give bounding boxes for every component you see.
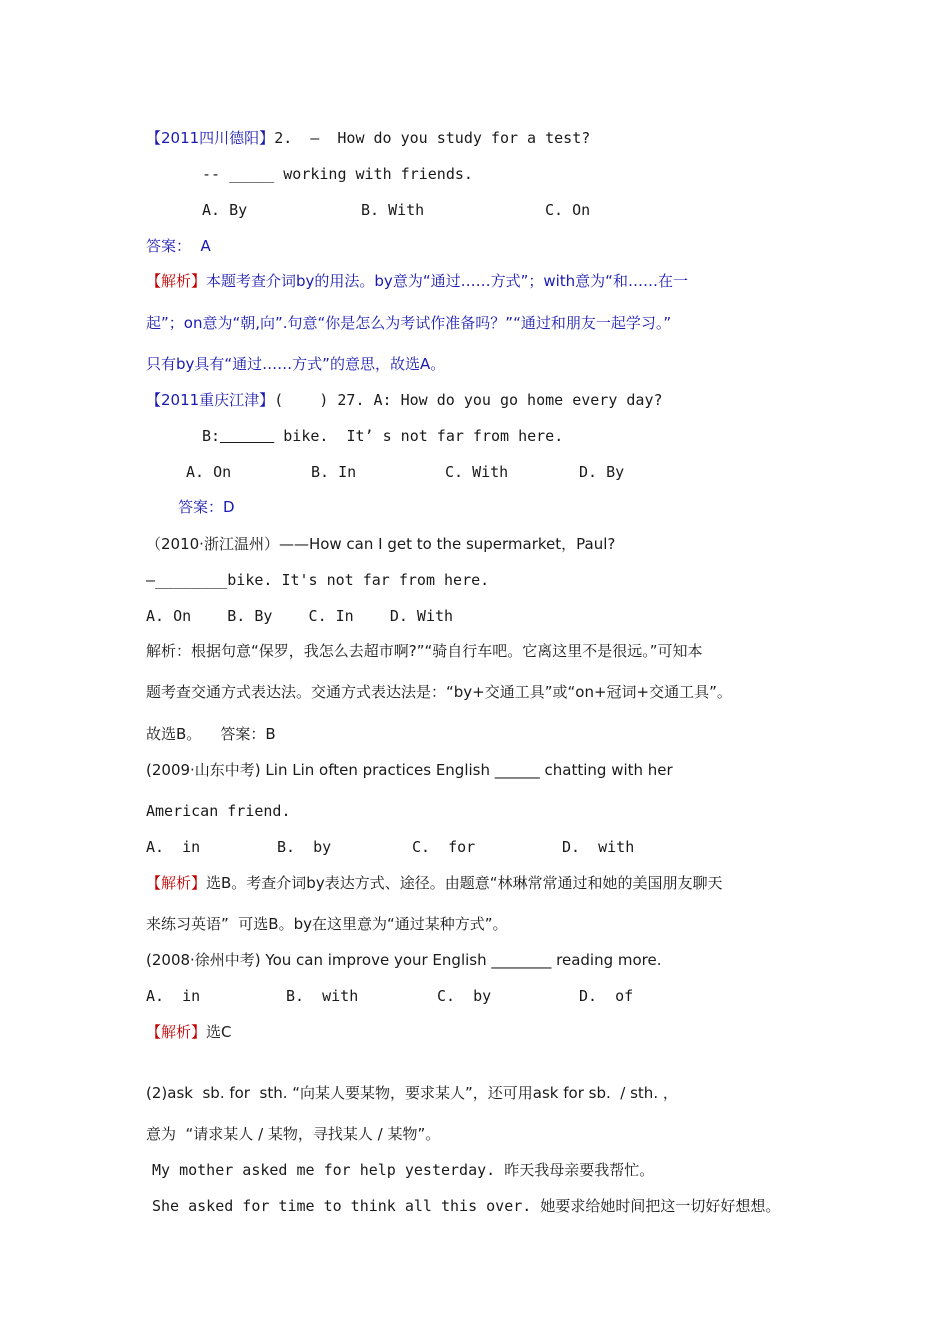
question-4-explanation-line-2: 来练习英语” 可选B。by在这里意为“通过某种方式”。 bbox=[146, 915, 508, 933]
question-3-explanation-line-3: 故选B。 答案：B bbox=[146, 725, 276, 743]
question-1-explanation-text-1: 本题考查介词by的用法。by意为“通过……方式”；with意为“和……在一 bbox=[206, 272, 688, 290]
question-1-reply bbox=[202, 164, 473, 184]
question-2-text: ( ) 27. A: How do you go home every day? bbox=[274, 391, 663, 409]
question-4-option-c: C. for bbox=[412, 838, 476, 856]
question-3-explanation-line-1: 解析：根据句意“保罗，我怎么去超市啊?”“骑自行车吧。它离这里不是很远。”可知本 bbox=[146, 642, 703, 660]
question-1-explanation-line-3: 只有by具有“通过……方式”的意思，故选A。 bbox=[146, 355, 446, 373]
question-4-option-b: B. by bbox=[277, 838, 332, 856]
question-4-explanation-line-1 bbox=[146, 873, 722, 893]
question-5-explanation-tag: 【解析】 bbox=[146, 1023, 207, 1041]
question-5-explanation bbox=[146, 1022, 232, 1042]
question-2-option-d: D. By bbox=[579, 463, 625, 481]
question-1-reply-prefix: -- bbox=[202, 165, 230, 183]
question-1-reply-rest: working with friends. bbox=[274, 165, 473, 183]
question-3-blank: ________ bbox=[155, 571, 228, 589]
question-5-stem: (2008·徐州中考) You can improve your English ________ reading more. bbox=[146, 951, 662, 969]
question-2-option-c: C. With bbox=[445, 463, 509, 481]
question-4-explanation-text-1: 选B。考查介词by表达方式、途径。由题意“林琳常常通过和她的美国朋友聊天 bbox=[206, 874, 723, 892]
question-1-explanation-line-2: 起”；on意为“朝,向”.句意“你是怎么为考试作准备吗？”“通过和朋友一起学习。” bbox=[146, 314, 672, 332]
question-2-source: 【2011重庆江津】 bbox=[146, 391, 275, 409]
question-4-stem-line-2: American friend. bbox=[146, 802, 291, 820]
question-1-option-a: A. By bbox=[202, 201, 248, 219]
question-1-answer: 答案： A bbox=[146, 237, 211, 255]
question-1-explanation-line-1 bbox=[146, 271, 688, 291]
question-1-source: 【2011四川德阳】 bbox=[146, 129, 275, 147]
question-4-option-d: D. with bbox=[562, 838, 635, 856]
question-2-answer: 答案：D bbox=[178, 498, 235, 516]
question-5-option-d: D. of bbox=[579, 987, 634, 1005]
question-1-option-b: B. With bbox=[361, 201, 425, 219]
question-2-blank bbox=[220, 427, 274, 445]
question-3-explanation-line-2: 题考查交通方式表达法。交通方式表达法是：“by+交通工具”或“on+冠词+交通工具”。 bbox=[146, 683, 732, 701]
question-4-stem-line-1: (2009·山东中考) Lin Lin often practices English ______ chatting with her bbox=[146, 761, 673, 779]
question-1-blank: _____ bbox=[229, 165, 275, 183]
usage-example-1: My mother asked me for help yesterday. 昨天我母亲要我帮忙。 bbox=[152, 1161, 655, 1179]
question-5-option-a: A. in bbox=[146, 987, 201, 1005]
question-2-reply-prefix: B: bbox=[202, 427, 221, 445]
question-2-reply bbox=[202, 426, 563, 446]
usage-note-line-1: (2)ask sb. for sth. “向某人要某物，要求某人”，还可用ask for sb. / sth. ， bbox=[146, 1084, 678, 1102]
question-2-option-a: A. On bbox=[186, 463, 232, 481]
question-4-option-a: A. in bbox=[146, 838, 201, 856]
question-2-reply-rest: bike. It’ s not far from here. bbox=[274, 427, 564, 445]
question-3-options: A. On B. By C. In D. With bbox=[146, 607, 454, 625]
question-1-explanation-tag: 【解析】 bbox=[146, 272, 207, 290]
question-5-explanation-text: 选C bbox=[206, 1023, 232, 1041]
question-5-option-c: C. by bbox=[437, 987, 492, 1005]
question-3-reply-rest: bike. It's not far from here. bbox=[227, 571, 490, 589]
usage-example-2: She asked for time to think all this over. 她要求给她时间把这一切好好想想。 bbox=[152, 1197, 781, 1215]
question-2-stem bbox=[146, 390, 663, 410]
question-5-option-b: B. with bbox=[286, 987, 359, 1005]
question-3-reply bbox=[146, 570, 489, 590]
question-2-option-b: B. In bbox=[311, 463, 357, 481]
question-1-stem bbox=[146, 128, 590, 148]
question-3-stem: （2010·浙江温州）——How can I get to the supermarket，Paul? bbox=[146, 535, 616, 553]
question-1-option-c: C. On bbox=[545, 201, 591, 219]
question-4-explanation-tag: 【解析】 bbox=[146, 874, 207, 892]
question-1-text: 2. – How do you study for a test? bbox=[274, 129, 591, 147]
usage-note-line-2: 意为 “请求某人 / 某物，寻找某人 / 某物”。 bbox=[146, 1125, 441, 1143]
question-3-reply-prefix: — bbox=[146, 571, 156, 589]
